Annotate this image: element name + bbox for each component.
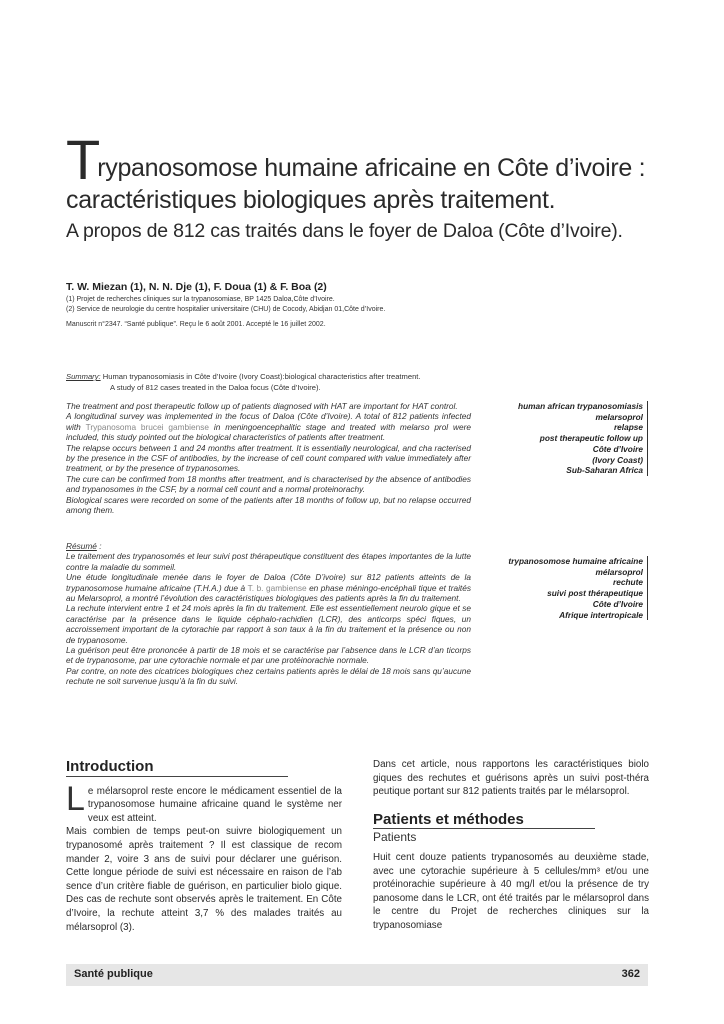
affiliation-2: (2) Service de neurologie du centre hospitalier universitaire (CHU) de Cocody, Abidjan 01,Côte d’Ivoire. [66, 306, 386, 313]
intro-heading: Introduction [66, 760, 288, 777]
page-number: 362 [621, 968, 640, 980]
page-footer [66, 964, 648, 986]
abstract-english [66, 401, 471, 515]
keywords-french [453, 556, 648, 620]
keyword: Sub-Saharan Africa [566, 465, 643, 476]
keyword: rechute [613, 577, 643, 588]
summary-heading [66, 372, 486, 393]
title-line-2: caractéristiques biologiques après traitement. [66, 186, 556, 214]
keyword: trypanosomose humaine africaine [508, 556, 643, 566]
methods-heading: Patients et méthodes [373, 813, 595, 830]
patients-subheading: Patients [373, 830, 417, 845]
keyword: Côte d’Ivoire [592, 443, 643, 454]
article-subtitle: A propos de 812 cas traités dans le foyer de Daloa (Côte d’Ivoire). [66, 220, 623, 242]
abstract-fr-p5: Par contre, on note des cicatrices biologiques chez certains patients après le délai de 18 mois sans qu’aucune rechute ne soit survenue jusqu’à la fin du suivi. [66, 665, 471, 687]
abstract-fr-p2 [66, 572, 471, 603]
authors: T. W. Miezan (1), N. N. Dje (1), F. Doua (1) & F. Boa (2) [66, 281, 327, 293]
resume-label: Résumé [66, 541, 97, 551]
manuscript-info: Manuscrit n°2347. “Santé publique”. Reçu le 6 août 2001. Accepté le 16 juillet 2002. [66, 321, 326, 328]
species-name: T. b. gambiense [247, 582, 307, 593]
intro-column [66, 760, 342, 934]
abstract-en-p5: Biological scares were recorded on some of the patients after 18 months of follow up, but no relapse occurred among them. [66, 494, 471, 516]
abstract-en-p3: The relapse occurs between 1 and 24 months after treatment. It is essentially neurological, and cha racterised by the presence in the CSF of antibodies, by the increase of cell count compared with value immediately after treatment, or by the presence of trypanosomes. [66, 442, 471, 474]
abstract-fr-p1: Le traitement des trypanosomés et leur suivi post thérapeutique constituent des étapes importantes de la lutte contre la maladie du sommeil. [66, 551, 471, 572]
intro-dropcap: L [66, 779, 85, 818]
article-title [66, 128, 686, 244]
abstract-fr-p2-b: en phase méningo-encéphali tique et traités au Melarsoprol, a montré l’évolution des caractéristiques biologiques des patients après la fin du traitement. [66, 582, 471, 604]
journal-name: Santé publique [74, 968, 153, 980]
abstract-fr-p2-a: Une étude longitudinale menée dans le foyer de Daloa (Côte D’ivoire) sur 812 patients atteints de la trypanosomose humaine africaine (T.H.A.) due à [66, 572, 471, 593]
keyword: mélarsoprol [595, 566, 643, 577]
summary-label: Summary: [66, 372, 101, 381]
intro-p1-text: e mélarsoprol reste encore le médicament essentiel de la trypanosomose humaine africaine quand le système ner veux est atteint. [87, 785, 342, 824]
abstract-en-p4: The cure can be confirmed from 18 months after treatment, and is characterised by the absence of antibodies and trypanosomes in the CSF, by a normal cell count and a normal proteinorachy. [66, 473, 471, 495]
intro-p1 [66, 779, 342, 826]
right-p2: Huit cent douze patients trypanosomés au deuxième stade, avec une cytorachie supérieure à 5 cellules/mm³ et/ou une protéinorachie supérieure à 40 mg/l et/ou la présence de try panosome dans le LCR, ont été traités par le mélarsoprol dans le centre du Projet de recherches cliniques sur la trypanosomiase [373, 851, 649, 931]
right-column [373, 758, 649, 933]
resume-label-suffix: : [96, 541, 102, 551]
abstract-french [66, 541, 471, 687]
keyword: Afrique intertropicale [559, 609, 643, 620]
abstract-en-p2-a: A longitudinal survey was implemented in the focus of Daloa (Côte d’Ivoire). A total of 812 patients infected with [66, 411, 471, 432]
title-line-1 [66, 128, 686, 191]
keywords-english [453, 401, 648, 476]
resume-label-line [66, 541, 471, 551]
keyword: (Ivory Coast) [592, 454, 643, 465]
abstract-fr-p4: La guérison peut être prononcée à partir de 18 mois et se caractérise par l’absence dans le LCR d’an ticorps et de trypanosome, par une cytorachie normale et par une protéinorachie normale. [66, 645, 471, 666]
keyword: relapse [613, 422, 643, 433]
abstract-en-p1: The treatment and post therapeutic follow up of patients diagnosed with HAT are important for HAT control. [66, 401, 458, 411]
abstract-en-p2 [66, 411, 471, 442]
keyword: melarsoprol [595, 411, 643, 422]
keyword: post therapeutic follow up [539, 433, 643, 444]
title-dropcap: T [66, 128, 98, 191]
title-line-1-text: rypanosomose humaine africaine en Côte d’ivoire : [97, 154, 646, 182]
summary-title-1: Human trypanosomiasis in Côte d’Ivoire (Ivory Coast):biological characteristics after treatment. [102, 372, 421, 381]
right-p1: Dans cet article, nous rapportons les caractéristiques biolo giques des rechutes et guérisons après un suivi post-théra peutique portant sur 812 patients traités par le mélarsoprol. [373, 759, 649, 798]
abstract-en-p2-b: in meningoencephalitic stage and treated with melarso prol were included, this study pointed out the biological characteristics of patients after treatment. [66, 421, 472, 443]
abstract-fr-p3: La rechute intervient entre 1 et 24 mois après la fin du traitement. Elle est essentiellement neurolo gique et se caractérise par la présence dans le liquide céphalo-rachidien (LCR), des anticorps spéci fiques, un accroissement important de la cytorachie par rapport à son taux à la fin du traitement et la présence ou non de trypanosome. [66, 603, 471, 645]
intro-p2: Mais combien de temps peut-on suivre biologiquement un trypanosomé après traitement ? Il est classique de recom mander 2, voire 3 ans de suivi pour déclarer une guérison. Cette longue période de suivi est nécessaire en raison de l’ab sence d’un critère fiable de guérison, en particulier biolo gique. Des cas de rechute sont observés après le traitement. En Côte d’Ivoire, la rechute atteint 3,7 % des malades traités au mélarsoprol (3). [66, 826, 342, 933]
keyword: Côte d’Ivoire [592, 598, 643, 609]
keyword: human african trypanosomiasis [518, 401, 643, 411]
affiliation-1: (1) Projet de recherches cliniques sur la trypanosomiase, BP 1425 Daloa,Côte d’Ivoire. [66, 296, 335, 303]
summary-title-2: A study of 812 cases treated in the Daloa focus (Côte d’Ivoire). [110, 382, 321, 392]
species-name: Trypanosoma brucei gambiense [85, 421, 209, 432]
keyword: suivi post thérapeutique [547, 588, 643, 599]
